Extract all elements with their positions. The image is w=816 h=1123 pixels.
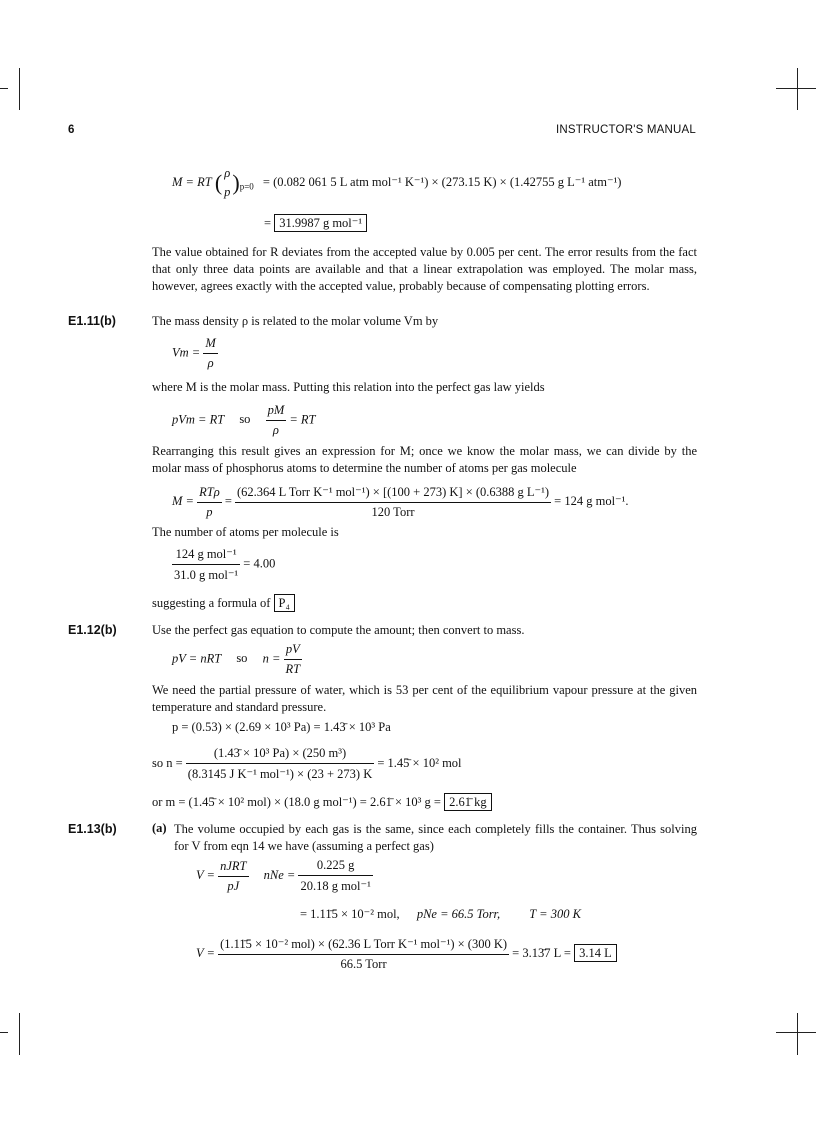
boxed-answer: P₄ — [274, 594, 295, 612]
crop-mark — [19, 68, 20, 110]
eq-rhs: = (0.082 061 5 L atm mol⁻¹ K⁻¹) × (273.15 K) × (1.42755 g L⁻¹ atm⁻¹) — [262, 174, 622, 189]
boxed-answer: 3.14 L — [574, 944, 617, 962]
exercise-tag: E1.11(b) — [68, 314, 116, 328]
eq-lhs: M = RT — [172, 174, 212, 189]
equation-molar-mass: M = RT ( ρ p )$_{p=0} = (0.082$ 061 5 L atm mol⁻¹ K⁻¹) × (273.15 K) × (1.42755 g L⁻¹ atm⁻¹) — [172, 166, 622, 199]
running-title: INSTRUCTOR'S MANUAL — [556, 124, 696, 136]
equation-perfect-gas: pVm = RT so $\frac{pM}{\rho}$ = RT — [172, 403, 316, 437]
paragraph-deviation: The value obtained for R deviates from the accepted value by 0.005 per cent. The error results from the fact that only three data points are available and that a linear extrapolation was employed. The molar mass, however, agrees exactly with the accepted value, probably because of compensating plotting errors. — [152, 245, 697, 293]
crop-mark — [0, 88, 8, 89]
equation-amount: pV = nRT so n = $\frac{pV}{RT}$ — [172, 642, 301, 676]
equation-values: = 1.11̄5 × 10⁻² mol, pNe = 66.5 Torr, T = 300 K — [300, 907, 581, 921]
crop-mark — [776, 1032, 816, 1033]
paragraph: where M is the molar mass. Putting this relation into the perfect gas law yields — [152, 380, 545, 394]
equation-molar-mass-result: = 31.9987 g mol⁻¹ — [264, 215, 367, 231]
equation-volume: V = $\frac{\text{nJRT}}{pJ}$ nNe = $\frac{0.225 g}{\text{20.18 g mol⁻¹}}$ — [196, 858, 371, 893]
boxed-answer: 2.61̄ kg — [444, 793, 492, 811]
paragraph: The volume occupied by each gas is the same, since each completely fills the container. Thus solving for V from eqn 14 we have (assuming a perfect gas) — [174, 822, 697, 853]
equation-n: so n = $\frac{\text{(1.43̄ × 10³ Pa) × (250 m³)}}{\text{(8.3145 J K⁻¹ mol⁻¹) × (23 + 273) K}}$ = 1.45̄ × 10² mol — [152, 746, 462, 781]
part-label: (a) — [152, 821, 167, 835]
paragraph: Use the perfect gas equation to compute the amount; then convert to mass. — [152, 623, 525, 637]
crop-mark — [19, 1013, 20, 1055]
paragraph: Rearranging this result gives an expression for M; once we know the molar mass, we can divide by the molar mass of phosphorus atoms to determine the number of atoms per gas molecule — [152, 444, 697, 475]
crop-mark — [776, 88, 816, 89]
eq-paren-fraction: ρ p — [224, 166, 231, 199]
equation-vm: Vm = $\frac{M}{\rho}$ — [172, 336, 216, 370]
boxed-answer: 31.9987 g mol⁻¹ — [274, 214, 367, 232]
equation-atoms: $\frac{\text{124 g mol⁻¹}}{\text{31.0 g mol⁻¹}}$ = 4.00 — [174, 547, 276, 582]
equation-pressure: p = (0.53) × (2.69 × 10³ Pa) = 1.43̄ × 10³ Pa — [172, 720, 391, 734]
paragraph: We need the partial pressure of water, which is 53 per cent of the equilibrium vapour pressure at the given temperature and standard pressure. — [152, 683, 697, 714]
exercise-tag: E1.13(b) — [68, 822, 117, 836]
paragraph: The mass density ρ is related to the molar volume Vm by — [152, 314, 439, 328]
page-number: 6 — [68, 124, 75, 136]
equation-m: M = $\frac{\text{RTρ}}{p}$ = $\frac{\text{(62.364 L Torr K⁻¹ mol⁻¹) × [(100 + 273) K] × (0.6388 g L⁻¹)}}{\text{120 Torr}}$ = 124 g mol⁻¹. — [172, 484, 629, 519]
crop-mark — [797, 1013, 798, 1055]
crop-mark — [0, 1032, 8, 1033]
paragraph: The number of atoms per molecule is — [152, 525, 339, 539]
exercise-tag: E1.12(b) — [68, 623, 117, 637]
equation-volume-final: V = $\frac{\text{(1.11̄5 × 10⁻² mol) × (62.36 L Torr K⁻¹ mol⁻¹) × (300 K)}}{\text{66.5 Torr}}$ = 3.13̄7 L = 3.14 L — [196, 936, 617, 972]
equation-mass: or m = (1.45̄ × 10² mol) × (18.0 g mol⁻¹) = 2.61̄ × 10³ g = 2.61̄ kg — [152, 794, 492, 810]
formula-line: suggesting a formula of P₄ — [152, 596, 295, 611]
eq-paren-subscript: p=0 — [239, 181, 254, 192]
crop-mark — [797, 68, 798, 110]
